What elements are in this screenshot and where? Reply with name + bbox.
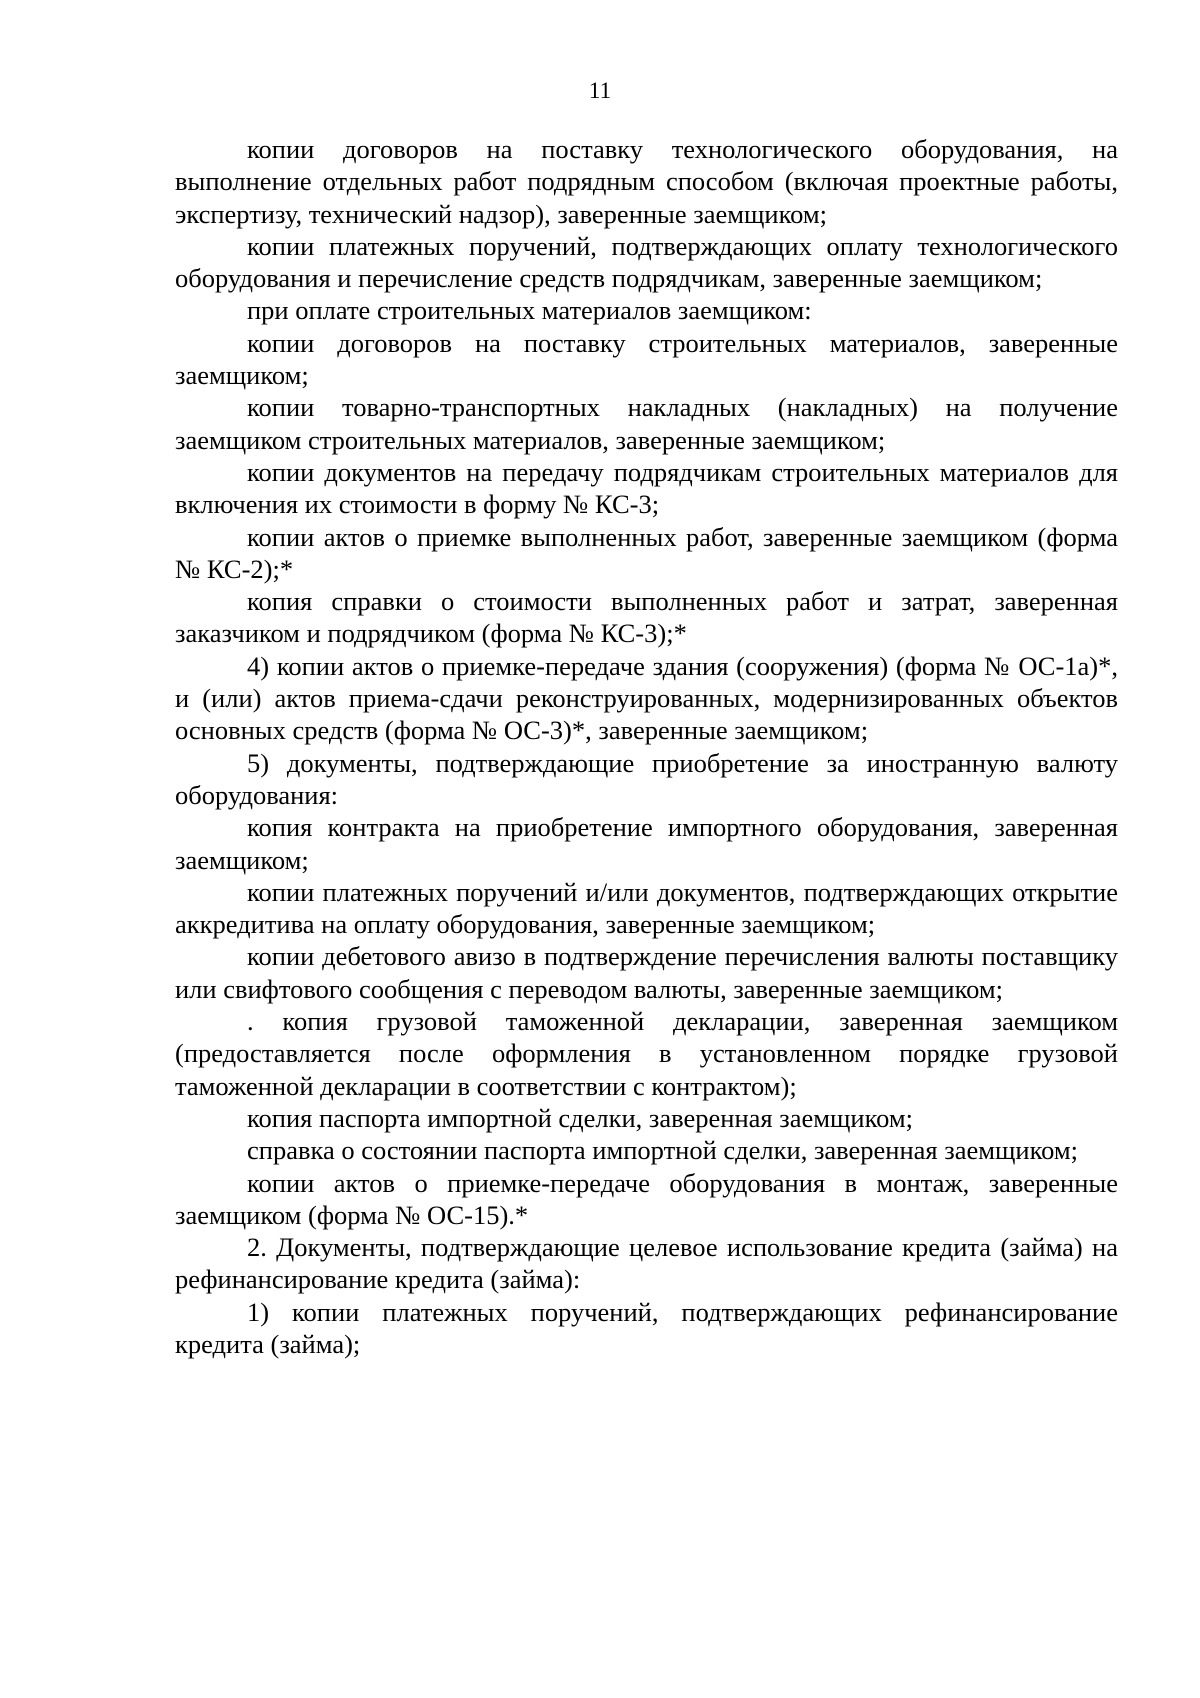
paragraph-transaction-passport: копия паспорта импортной сделки, заверенная заемщиком; xyxy=(247,1102,913,1133)
paragraph-letter-of-credit: копии платежных поручений и/или документов, подтверждающих открытие аккредитива на оплату оборудования, заверенные заемщиком; xyxy=(175,876,1118,940)
paragraph-contracts-materials: копии договоров на поставку строительных материалов, заверенные заемщиком; xyxy=(175,327,1118,391)
paragraph-transfer-documents: копии документов на передачу подрядчикам строительных материалов для включения их стоимости в форму № КС-3; xyxy=(175,456,1118,520)
paragraph-passport-status: справка о состоянии паспорта импортной сделки, заверенная заемщиком; xyxy=(247,1135,1078,1166)
paragraph-building-materials-heading: при оплате строительных материалов заемщиком: xyxy=(247,295,812,326)
paragraph-acts-os15: копии актов о приемке-передаче оборудования в монтаж, заверенные заемщиком (форма № ОС-15).* xyxy=(175,1167,1118,1230)
paragraph-contracts-equipment: копии договоров на поставку технологического оборудования, на выполнение отдельных работ подрядным способом (включая проектные работы, экспертизу, технический надзор), заверенные заемщиком; xyxy=(175,134,1118,229)
paragraph-certificate-ks3: копия справки о стоимости выполненных работ и затрат, заверенная заказчиком и подрядчиком (форма № КС-3);* xyxy=(175,586,1118,649)
document-body xyxy=(175,133,1118,1360)
paragraph-debit-advice: копии дебетового авизо в подтверждение перечисления валюты поставщику или свифтового сообщения с переводом валюты, заверенные заемщиком; xyxy=(175,941,1118,1004)
paragraph-item-4: 4) копии актов о приемке-передаче здания (сооружения) (форма № ОС-1а)*, и (или) актов приема-сдачи реконструированных, модернизированных объектов основных средств (форма № ОС-3)*, заверенные заемщиком; xyxy=(175,650,1118,746)
page-number: 11 xyxy=(588,78,612,103)
paragraph-waybills: копии товарно-транспортных накладных (накладных) на получение заемщиком строительных материалов, заверенные заемщиком; xyxy=(175,392,1118,455)
paragraph-section-2: 2. Документы, подтверждающие целевое использование кредита (займа) на рефинансирование кредита (займа): xyxy=(175,1232,1118,1295)
paragraph-customs-declaration: . копия грузовой таможенной декларации, заверенная заемщиком (предоставляется после оформления в установленном порядке грузовой таможенной декларации в соответствии с контрактом); xyxy=(175,1006,1118,1101)
paragraph-import-contract: копия контракта на приобретение импортного оборудования, заверенная заемщиком; xyxy=(175,812,1118,875)
paragraph-item-5: 5) документы, подтверждающие приобретение за иностранную валюту оборудования: xyxy=(175,747,1118,810)
paragraph-payment-orders-equipment: копии платежных поручений, подтверждающих оплату технологического оборудования и перечисление средств подрядчикам, заверенные заемщиком; xyxy=(175,230,1118,294)
paragraph-refinancing-orders: 1) копии платежных поручений, подтверждающих рефинансирование кредита (займа); xyxy=(175,1296,1118,1359)
paragraph-acts-ks2: копии актов о приемке выполненных работ, заверенные заемщиком (форма № КС-2);* xyxy=(175,521,1118,584)
